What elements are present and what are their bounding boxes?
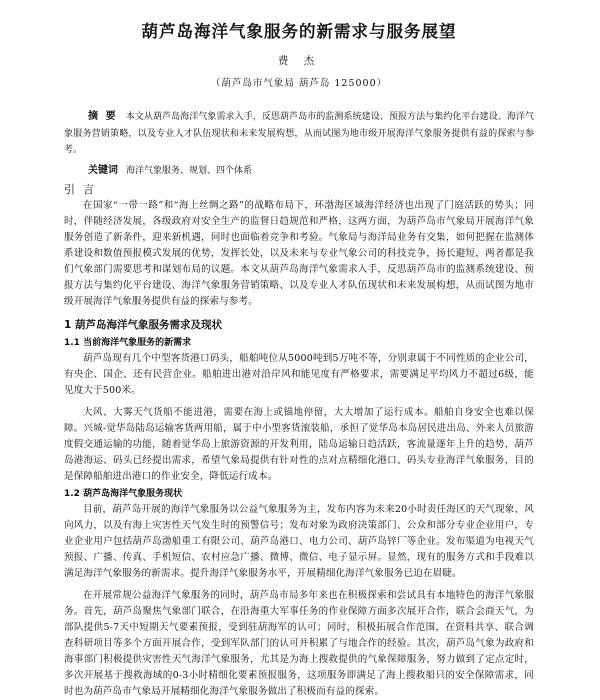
section-1-1-paragraph-2: 大风、大雾天气货船不能进港，需要在海上或锚地停留，大大增加了运行成本。船舶自身安全也难以保障。兴城-觉华岛陆岛运输客货两用船，属于中小型客货滚装船，承担了觉华岛本岛居民进出岛、外来人员旅游度假交通运输的功能，随着觉华岛上旅游资源的开发利用，陆岛运输日趋活跃，客流量逐年上升的趋势，葫芦岛港海运、码头已经提出需求，希望气象局提供有针对性的点对点精细化港口、码头专业海洋气象服务，目的是保障船舶进出港口的作业安全，降低运行成本。 [64,406,534,482]
abstract-block [64,109,534,159]
author-affiliation: （葫芦岛市气象局 葫芦岛 125000） [210,78,388,89]
section-1-2-paragraph-1: 目前，葫芦岛开展的海洋气象服务以公益气象服务为主，发布内容为未来20小时责任海区的天气现象、风向风力，以及有海上灾害性天气发生时的预警信号；发布对象为政府决策部门、公众和部分专业企业用户，专业企业用户包括葫芦岛渤船重工有限公司、葫芦岛港口、电力公司、葫芦岛锌厂等企业。发布渠道为电视天气预报、广播、传真、手机短信、农村应急广播、微博、微信、电子显示屏。显然，现有的服务方式和手段难以满足海洋气象服务的新需求。提升海洋气象服务水平，开展精细化海洋气象服务已迫在眉睫。 [64,503,534,579]
section-1-1-paragraph-1: 葫芦岛现有几个中型客货港口码头，船舶吨位从5000吨到5万吨不等，分别隶属于不同性质的企业公司，有央企、国企、还有民营企业。船舶进出港对沿岸风和能见度有严格要求，需要满足平均风力不超过6级，能见度大于500米。 [64,352,534,396]
section-1-1-heading: 1.1 当前海洋气象服务的新需求 [64,337,192,348]
section-1-2-heading: 1.2 葫芦岛海洋气象服务现状 [64,488,183,499]
section-1-heading: 1 葫芦岛海洋气象服务需求及现状 [64,318,222,331]
intro-paragraph: 在国家“一带一路”和“海上丝绸之路”的战略布局下，环渤海区域海洋经济也出现了门庭活跃的势头；同时，伴随经济发展，各级政府对安全生产的监督日趋规范和严格，这两方面，为葫芦岛市气象局开展海洋气象服务创造了新条件，迎来新机遇，同时也面临着竞争和考验。气象局与海洋局业务有交集，如何把握在监测体系建设和数值预报模式发展的优势，发挥长处，以及未来与专业气象公司的科技竞争，扬长避短，两者都是我们气象部门需要思考和谋划布局的议题。本文从葫芦岛海洋气象需求入手，反思葫芦岛市的监测系统建设、预报方法与集约化平台建设、海洋气象服务营销策略、以及专业人才队伍现状和未来发展构想，从而试图为地市级开展海洋气象服务提供有益的探索与参考。 [64,199,534,307]
abstract-text: 本文从葫芦岛海洋气象需求入手，反思葫芦岛市的监测系统建设、预报方法与集约化平台建设、海洋气象服务营销策略，以及专业人才队伍现状和未来发展构想，从而试图为地市级开展海洋气象服务提供有益的探索与参考。 [64,112,534,155]
abstract-label: 摘 要 [88,111,118,122]
section-1-2-paragraph-2: 在开展常规公益海洋气象服务的同时，葫芦岛市局多年来也在积极探索和尝试具有本地特色的海洋气象服务。首先，葫芦岛聚焦气象部门联合，在沿海重大军事任务的作业保障方面多次展开合作，联合会商天气，为部队提供5-7天中短期天气要素预报，受到驻葫海军的认可；同时，积极拓展合作范围，在资料共享、联合调查科研项目等多个方面开展合作，受到军队部门的认可并积累了与地合作的经验。其次，葫芦岛气象为政府和海事部门积极提供灾害性天气海洋气象服务，尤其是为海上搜救提供的气象保障服务，努力做到了定点定时，多次开展基于搜救海域的0-3小时精细化要素预报服务，这项服务即满足了海上搜救船只的安全保障需求，同时也为葫芦岛市气象局开展精细化海洋气象服务做出了积极而有益的探索。 [64,589,534,697]
author-name: 费 杰 [277,55,321,67]
keywords-text: 海洋气象服务、规划、四个体系 [126,165,253,176]
keywords-label: 关键词 [88,164,118,176]
paper-title: 葫芦岛海洋气象服务的新需求与服务展望 [141,22,457,41]
intro-heading: 引言 [64,182,102,196]
keywords-block [64,164,534,178]
